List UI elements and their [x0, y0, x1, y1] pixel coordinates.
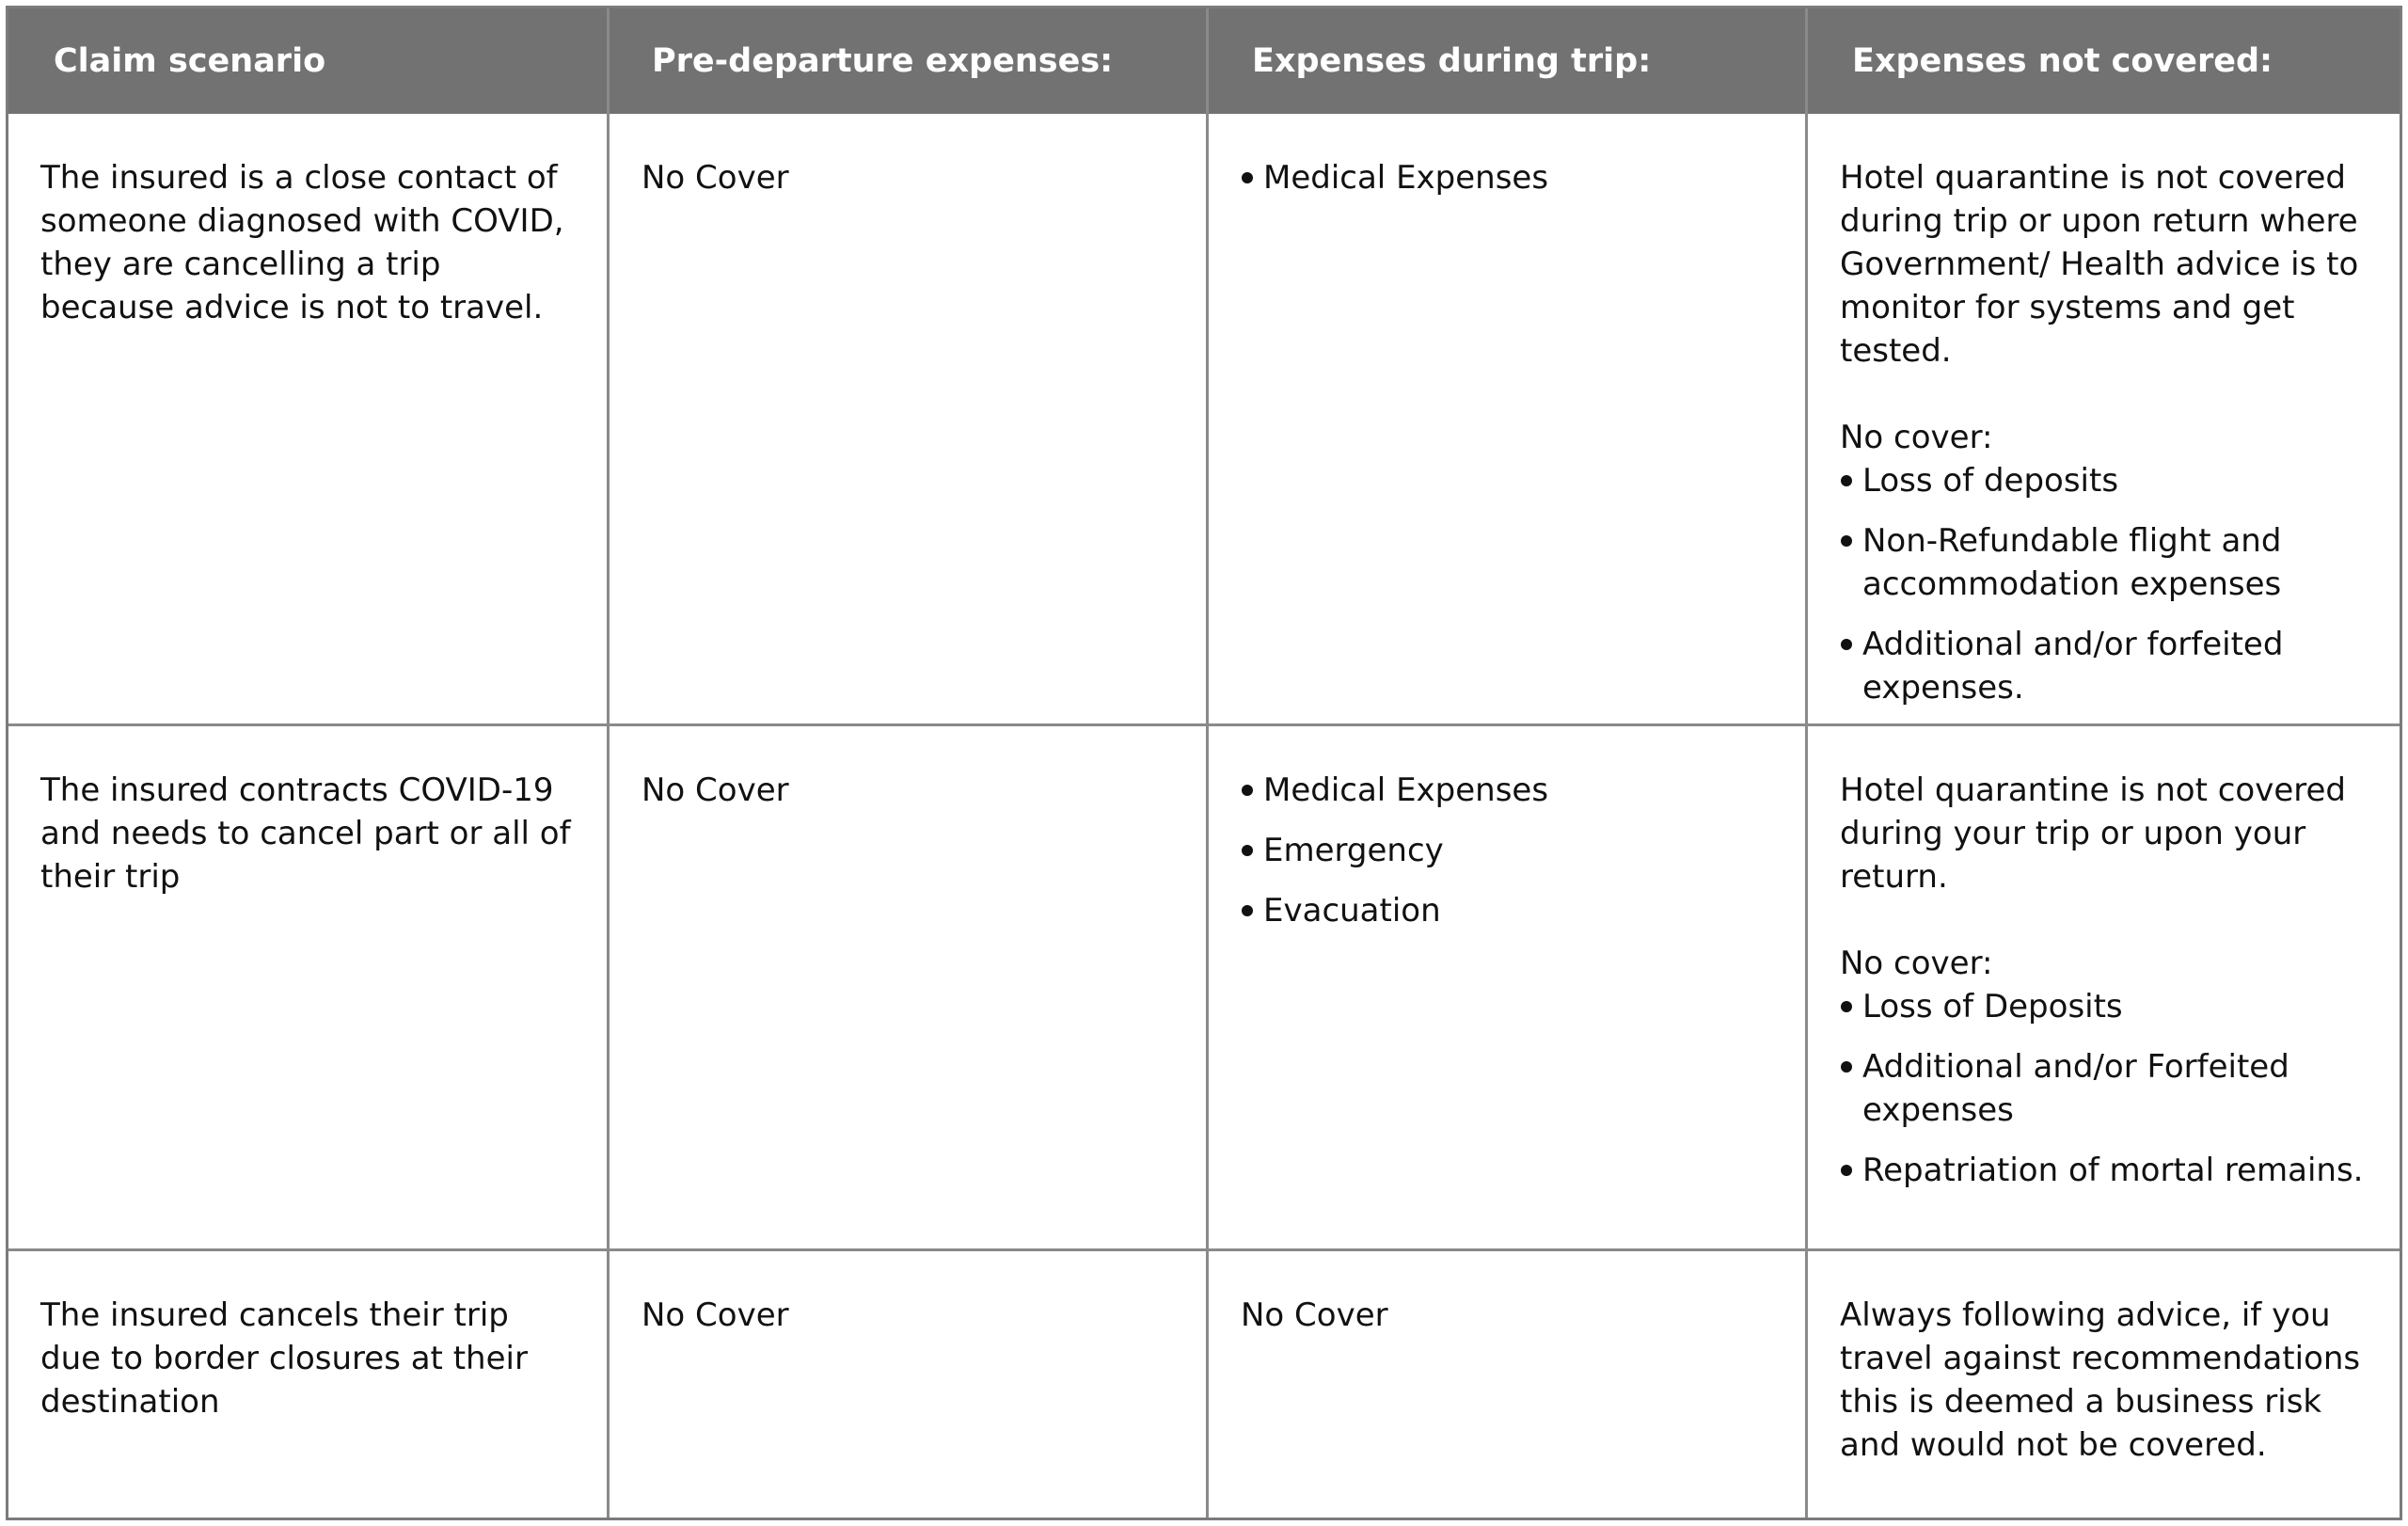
table-row-3-during-trip: [1209, 1251, 1805, 1518]
list-item: Non-Refundable flight and accommodation expenses: [1840, 519, 2371, 606]
header-claim-scenario: Claim scenario: [54, 42, 326, 80]
pre-departure-text: No Cover: [642, 771, 789, 809]
table-row-2-pre-departure: [610, 726, 1206, 1248]
not-covered-intro: Hotel quarantine is not covered during trip or upon return where Government/ Health advice is to monitor for systems and get tested.: [1840, 159, 2359, 370]
table-row-1-not-covered: [1808, 114, 2400, 723]
not-covered-text: Always following advice, if you travel against recommendations this is deemed a business risk and would not be covered.: [1840, 1296, 2361, 1464]
coverage-table: [6, 6, 2402, 1520]
header-during-trip: Expenses during trip:: [1252, 42, 1652, 80]
header-pre-departure: Pre-departure expenses:: [652, 42, 1114, 80]
list-item: Repatriation of mortal remains.: [1840, 1149, 2371, 1192]
list-item: Additional and/or Forfeited expenses: [1840, 1045, 2371, 1132]
list-item: Medical Expenses: [1241, 769, 1777, 812]
table-row-3-not-covered: [1808, 1251, 2400, 1518]
table-row-1-during-trip: [1209, 114, 1805, 723]
list-item: Loss of deposits: [1840, 459, 2371, 502]
header-not-covered: Expenses not covered:: [1852, 42, 2273, 80]
no-cover-label: No cover:: [1840, 419, 1993, 456]
list-item: Emergency: [1241, 829, 1777, 872]
during-trip-text: No Cover: [1241, 1296, 1388, 1334]
list-item: Evacuation: [1241, 889, 1777, 932]
table-row-1-pre-departure: [610, 114, 1206, 723]
table-row-1-scenario: [8, 114, 607, 723]
scenario-text: The insured contracts COVID-19 and needs to cancel part or all of their trip: [40, 771, 571, 896]
table-row-2-during-trip: [1209, 726, 1805, 1248]
table-row-2-scenario: [8, 726, 607, 1248]
list-item: Medical Expenses: [1241, 156, 1777, 199]
list-item: Loss of Deposits: [1840, 985, 2371, 1028]
table-header: [8, 8, 2400, 114]
table-row-3-pre-departure: [610, 1251, 1206, 1518]
scenario-text: The insured is a close contact of someone diagnosed with COVID, they are cancelling a trip because advice is not to travel.: [40, 159, 564, 326]
list-item: Additional and/or forfeited expenses.: [1840, 623, 2371, 709]
no-cover-label: No cover:: [1840, 945, 1993, 982]
table-row-3-scenario: [8, 1251, 607, 1518]
during-trip-list: [1241, 769, 1777, 932]
during-trip-list: [1241, 156, 1777, 199]
table-row-2-not-covered: [1808, 726, 2400, 1248]
not-covered-list: [1840, 985, 2371, 1192]
scenario-text: The insured cancels their trip due to border closures at their destination: [40, 1296, 528, 1421]
not-covered-intro: Hotel quarantine is not covered during your trip or upon your return.: [1840, 771, 2346, 896]
not-covered-list: [1840, 459, 2371, 709]
pre-departure-text: No Cover: [642, 159, 789, 197]
pre-departure-text: No Cover: [642, 1296, 789, 1334]
